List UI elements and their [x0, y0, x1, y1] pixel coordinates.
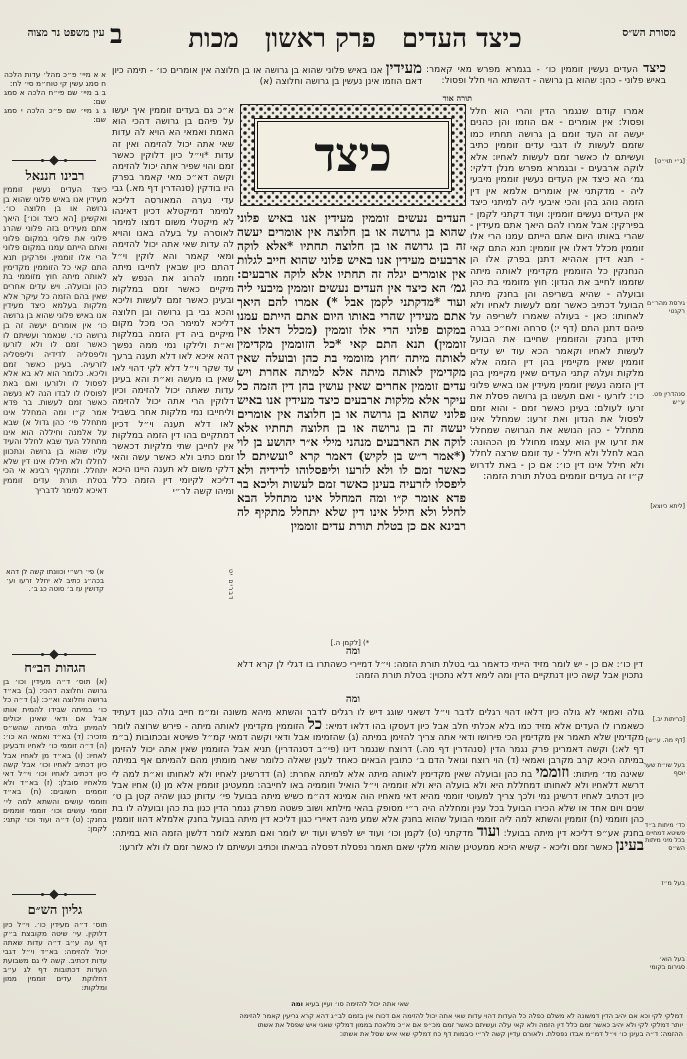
tosafot-headword-kol: כל	[307, 715, 323, 734]
bottom-pre-catchword: ומה	[291, 1000, 304, 1008]
page-title	[140, 24, 570, 54]
gilyon-hashas-text: תוס׳ ד״ה מעידין כו׳. וי״ל כיון דלוקין. עי׳ שיטה מקובצת ב״ק דף עה ע״ב ד״ה עדות שאתה יכול להזימה: בא״ד וי״ל דגבי עדות דכתיב. קשה לי גם משבועת העדות דכתובות דף לג ע״ב דחלוקת עדים זוממין ממון ומלקות:	[3, 920, 107, 992]
tosafot-intro	[112, 63, 422, 105]
tosafot-headword-beinan: בעינן	[615, 836, 644, 855]
masoret-gloss: [ג״י תוי״ט]	[654, 158, 685, 165]
tosafot-column: א״כ גם בעדים זוממין איך יעשו על פיהם בן גרושה דהכי הוא האמת ואמאי הא הויא לה עדות שאי אתה יכול להזימה ואין זה עדות *וי״ל כיון דלוקין כאשר זמם והוי שפיר אתה יכול להזימה וקשה דא״כ מאי קאמר בפרק היו בודקין (סנהדרין דף מא.) גבי עדי נערה המאורסה דליכא למימר דמיקטלא דכיון דאינהו לא מיקטלי משום דמצו למימר לאוסרה על בעלה באנו והויא לה עדות שאי אתה יכול להזימה ומאי קאמר והא לוקין וי״ל דהתם כיון שבאין לחייבו מיתה וזממו להרוג את הנפש לא מיקיים כאשר זמם במלקות ובעינן כאשר זמם לעשות וליכא והכא גבי בן גרושה ובן חלוצה דליכא למימר הכי מכל מקום מיקיים ביה דין הזמה במלקות וא״ת ולילקו נמי ממה נפשך דהא איכא לאו דלא תענה ברעך עד שקר וי״ל דלא לקי דהוי לאו שאין בו מעשה וא״ת והא בעינן עדות שאתה יכול להזימה וכיון דלוקין הרי אתה יכול להזימה וליחייבו נמי מלקות אחר בשביל לאו דלא תענה וי״ל דכיון דמתקיים בהו דין הזמה במלקות אין לחייבן שתי מלקיות דכאשר זמם כתיב ולא כאשר עשה והאי דלקי משום לא תענה היינו היכא דליכא לקיומי דין הזמה כלל ומיהו קשה לר״י	[112, 106, 234, 497]
rabbeinu-chananel-note: א) פי׳ רש״י וכוונתו קשה לן דהא בכה״ג כתיב לא יחלל זרעו וע׳ קדושין עז ב׳ סוטה כג ב׳.	[6, 568, 104, 594]
hagahot-habach-heading: הגהות הב״ח	[24, 661, 86, 676]
masoret-gloss: גירסת מהר״ם רקנטי	[647, 300, 685, 315]
tosafot-segment-text: בת כהן ובועלה שאין מקדימין לאותה מיתה אלא למיתה אחרת: (ה) דדרשינן לאחיו ולא לאחותו וא״ת למה לי דרשא דלאחיו ולא לאחותו דמחללת היא ולא בועלה היא ולא זוממיה וי״ל הואיל וזוממיה באו לחייבה: ממעטינן זוממין אלא מן (ו) אחיו אבל כיון דכתיב לאחיו דרשינן נמי ולכך צריך למעוטי זוממי מהיא דאי מאחיו הוה אמינא דה״מ כשיש מיתה בבועל פי׳ עדותן כגון שהיה קטן בן ט׳ שנים ויום אחד או שלא הכירו הבועל בכל ענין ומחללה היה ר״י מסופק בהאי מילתא ושוב פשטה מפרק נגמר הדין כגון בת כהן ובועלה לו בת כהן וזוממי (ח) זוממין והשתא למה ליה זוממי הבועל שהוא בחנק אלא שמע מינה דאיירי כגון דליכא דין מיתה בבועל בחנק אלמלא דהוו זוממין בחנק אע״פ דליכא דין מיתה בבועל:	[112, 770, 644, 840]
daf-letter: ב	[110, 20, 123, 50]
rashi-column: אמרו קודם שנגמר הדין והרי הוא חלל ופסול: אין אומרים - אם הוזמו והן כהנים יעשה זה העד זומם בן גרושה תחתיו כמו שזמם לעשות לו דגבי עדים זוממין כתיב ועשיתם לו כאשר זמם לעשות לאחיו: אלא לוקה ארבעים - ובגמרא מפרש מנלן דלקי: גמ׳ הא כיצד אין העדים נעשין זוממין מיבעי ליה - מדקתני אין אומרים אלמא אין דין הזמה נוהג בהן והכי איבעי ליה למיתני כיצד אין העדים נעשים זוממין: ועוד דקתני לקמן - בפירקין: אבל אמרו להם היאך אתם מעידין - שהרי באותו היום אתם הייתם עמנו הרי אלו זוממין מכלל דאלו אין זוממין: תנא התם קאי - תנא דידן אההיא דתנן בפרק אלו הן הנחנקין כל הזוממין מקדימין לאותה מיתה שזממו לחייב את הנדון: חוץ מזוממי בת כהן ובועלה - שהיא בשריפה והן בחנק מיתת הבועל דכתיב כאשר זמם לעשות לאחיו ולא לאחותו: כאן - בעולה שאמרו לשריפה על פיהם דתנן התם (דף י:) סרחה ואח״כ בגרה תידון בחנק והזוממין שחייבו את הבועל לעשות לאחיו וקאמר הכא עוד יש עדים זוממין שאין מקיימין בהן דין הזמה אלא מלקות ועלה קתני העדים שאין מקיימין בהן דין הזמה נעשין זוממין מעידין אנו באיש פלוני כו׳: לזרעו - ואם תעשנו בן גרושה פסלת את זרעו לעולם: בעינן כאשר זמם - והוא זמם לפסול את הנדון ואת זרעו: שמחלל אינו מתחלל - כהן הנושא את הגרושה שמחלל את זרעו אין הוא עצמו מחולל מן הכהונה: הבא לחלל ולא חילל - עד זומם שרצה לחלל ולא חילל אינו דין כו׳: אם כן - באת לדרוש ק״ו זה בעדים זוממים בטלת תורת הזמה:	[470, 106, 644, 482]
masoret-hashas-header-label: מסורת הש״ס	[622, 27, 676, 39]
bottom-note-line: ההזמה: ד״ה בעינן כו׳ וי״ל דמ״מ אבדו נפסלת. ולאורם עדיין קשה לר״י כיבמות דף כח דמלקי שאי איש שסל את אשתו:	[339, 1029, 683, 1038]
masoret-gloss: [דף מה. ע״ש]	[645, 737, 685, 744]
gemara-text: הא כיצד אין העדים נעשים זוממין מיבעי ליה ועוד *מדקתני לקמן אבל *) אמרו להם היאך אתם מעידין שהרי באותו היום אתם הייתם עמנו במקום פלוני הרי אלו זוממין (מכלל דאלו אין זוממין) תנא התם קאי *כל הזוממין מקדימין לאותה מיתה ׳חוץ מזוממי בת כהן ובועלה שאין מקדימין לאותה מיתה אלא למיתה אחרת ויש עדים זוממין אחרים שאין עושין בהן דין הזמה כל עיקר אלא מלקות ארבעים כיצד מעידין אנו באיש פלוני שהוא בן גרושה או בן חלוצה אין אומרים יעשה זה בן גרושה או בן חלוצה תחתיו אלא לוקה את הארבעים מנהני מילי א״ר יהושע בן לוי (*אמר ר״ש בן לקיש) דאמר קרא °ועשיתם לו כאשר זמם לו ולא לזרעו וליפסלוהו לדידיה ולא ליפסלו לזרעיה בעינן כאשר זמם לעשות וליכא בר פדא אומר ק״ו ומה המחלל אינו מתחלל הבא לחלל ולא חילל אינו דין שלא יתחלל מתקיף לה רבינא אם כן בטלת תורת עדים זוממין	[237, 281, 466, 533]
title-perek: פרק ראשון	[264, 24, 376, 54]
section-divider	[12, 650, 96, 660]
gemara-label: גמ׳	[450, 280, 466, 296]
masoret-gloss: כד׳ מיתות ב״ד פשיטא דמחיים בכל מיני מיתות הש״ס	[644, 822, 685, 852]
tosafot-headword-veod: ועוד	[476, 822, 501, 841]
rabbeinu-chananel-text: כיצד העדים נעשין זוממין מעידין אנו באיש פלוני שהוא בן גרושה או בן חלוצה כו׳. ואקשינן [הא כיצד וכו׳] היאך אתם מעידים בזה פלוני שהרג פלוני את פלוני במקום פלוני ואתם הייתם עמנו במקום פלוני הרי אלו זוממין. ופרקינן תנא התם קאי כל הזוממין מקדימין לאותה מיתה חוץ מזוממי בת כהן ובועלה. ויש עדים אחרים שאין בהם הזמה כל עיקר אלא מלקות בעלמא כיצד מעידין אנו באיש פלוני שהוא בן גרושה כו׳ אין אומרים יעשה זה בן גרושה כו׳. שנאמר ועשיתם לו כאשר זמם לו ולא לזרעו וליפסליה לדידיה וליפסליה לזרעיה. בעינן כאשר זמם וליכא. כלומר הוא לא בא אלא לפסול לו ולזרעו ואם באת לפוסלו לו לבדו הנה לא נעשה כאשר זמם לעשות. בר פדא אמר ק״ו ומה המחלל אינו מתחלל פי׳ כהן גדול א) שבא על אלמנה וחיללה הוא אינו מתחלל העד שבא לחלל והעיד עליו שהוא בן גרושה ונתכוון לחללו ולא חיללו אינו דין שלא יתחלל. ומתקיף רבינא אי הכי בטלת תורת עדים זוממין דאיכא למימר לדבריך	[3, 185, 107, 495]
title-tractate: מכות	[188, 24, 239, 54]
section-divider	[12, 156, 96, 166]
masoret-gloss: [ליתא כיוצא]	[650, 503, 685, 510]
tosafot-segment-text: הזוממין מקדימין לאותה מיתה - פירש שרוצה לומר מקדימין שלא תאמר אין מקדימין הכי פירושו ודאי אתה צריך להזימן במיתה (ג) שהזמימו אבל ודאי וקשה דמאי קמ״ל פשיטא ובכתובות (ב״מ דף לא:) וקשה דאמרינן פרק נגמר הדין (סנהדרין דף מה.) דרוצח שנגמר דינו (פי״ב דסנהדרין) תניא אבל הזוממין שאין אתה יכול להזימן במיתה היכא קרב מקרבן ואמאי (ד) הוי רוצח וגואל הדם ב׳ כתובין הבאים כאחד לענין שאלה כלומר שאר מומתין מהם להמיתם אף במיתה שאינה מד׳ מיתות:	[112, 722, 644, 781]
masoret-gloss: בעל שו״ת שער יוסף	[643, 762, 685, 777]
mishnah-ornamental-frame	[240, 104, 466, 206]
bottom-note-line: דמלקי לקי וכא אם יהיב הדין דמשונה לא משלם כפלה כל העדות דהוי עדות שאי אתה יכול להזימה אם דכוח אין בזמם לב״ג דהא קרא גריעין קאמר להזימה	[239, 1012, 683, 1020]
tosafot-bottom-lead: גולה ואמאי לא גולה כיון דלאו דהוי רגלים לדבר וי״ל דשאני שוגג דיש לו רגלים לדבר והשתא מיהא משונה ומ״מ חייב גולה כגון דעתיד כשאמרו לו העדים אלא מזיד כמו בלא אכלתי חלב אבל כיון דעסקו בהו דלאו דמיא:	[112, 708, 644, 733]
masoret-gloss: [כריתות יב.]	[652, 716, 685, 723]
rashi-catchword: ומה	[345, 694, 361, 705]
gemara-footnote: *) [לקמן ה.]	[330, 639, 370, 647]
tosafot-headword: מעידין	[385, 63, 422, 77]
torah-or-label: תורה אור	[442, 93, 472, 103]
torah-or-citation: דברים יט	[227, 568, 234, 600]
rabbeinu-chananel-heading: רבינו חננאל	[25, 169, 85, 184]
section-divider	[12, 890, 96, 900]
tosafot-segment-text: כאשר זמם וליכא - קשיא היכא ממעטינן שהוא מלקי שאם תאמר נפסלת דפסלה בביאתו וכתיב ועשיתם לו כאשר זמם לו ולא לזרעו:	[119, 843, 613, 854]
title-chapter: כיצד העדים	[401, 24, 522, 54]
tosafot-headword-zomemei: וזוממי	[535, 763, 570, 782]
bottom-pre-line-text: שאי אתה יכול להזימה סו׳ ועיין בעיא	[305, 1000, 409, 1008]
gilyon-hashas-heading: גליון הש״ם	[27, 903, 83, 918]
tosafot-segment-text: מדקתני (ט) לקמן וכו׳ ועוד יש לפרש ועוד יש לומר ואם תמצא לומר דלשון הזמה הוא במיתה:	[112, 829, 474, 840]
mishnah-text: העדים נעשים זוממין מעידין אנו באיש פלוני שהוא בן גרושה או בן חלוצה אין אומרים יעשה זה בן גרושה או בן חלוצה תחתיו *אלא לוקה ארבעים מעידין אנו באיש פלוני שהוא חייב לגלות אין אומרים יגלה זה תחתיו אלא לוקה ארבעים:	[237, 211, 466, 281]
masoret-gloss: סנהדרין פט. ע״ש	[652, 391, 685, 406]
masoret-gloss: בעל מ״ז	[661, 880, 685, 887]
ein-mishpat-header-label: עין משפט נר מצוה	[27, 27, 105, 39]
tosafot-intro-text: אנו באיש פלוני שהוא בן גרושה או בן חלוצה אין אומרים כו׳ - תימה כיון דאם הוזמו אינן נעשין בן גרושה וחלוצה (א)	[112, 66, 422, 88]
ein-mishpat-entry: ב ב מיי׳ שם פי״ח הלכה א סמג שם:	[4, 88, 106, 106]
hagahot-habach-text: (א) תוס׳ ד״ה מעידין וכו׳ בן גרושה וחלוצה דהכי: (ב) בא״ד גרושה וחלוצה וא״כ: (ג) ד״ה כל כו׳ במיתה שבידו להמית אותו אבל אם ודאי שאינן יכולים להמיתן בלתי המיתה שהש״ס מזכיר: (ד) בא״ד ואמאי הא כו׳: (ה) ד״ה זוממי כו׳ לאחיו ודבעינן לאחיו: (ו) בא״ד מן לאחיו אבל כיון דכתיב לאחיו וכו׳ אבל קשה כיון דכתיב לאחיו וכו׳ וי״ל דאי מלאחיו סובלן: (ז) בא״ד ולא זוממים חשובים: (ח) בא״ד וזוממי עושים והשתא למה לי׳ זוממי עושים וכו׳ זוממי זוממים בחנק: (ט) ד״ה ועוד וכו׳ קתני: לקמן:	[3, 677, 107, 834]
mishnah-initial-word: כיצד	[314, 127, 392, 183]
bottom-pre-line	[160, 1000, 540, 1009]
rashi-headword: כיצד	[643, 63, 666, 76]
tosafot-bottom-block	[112, 708, 644, 1002]
rashi-overflow: דין כו׳: אם כן - יש לומר מזיד הייתי כדאמר גבי בטלת תורת הזמה: וי״ל דמיירי כשהתרו בו דגלי לן קרא דלא נתכוין אבל קשה כיון דנתקיים הדין ומה לימא דלא נתכוין: בטלת תורת הזמה:	[237, 660, 643, 682]
gemara-column	[237, 211, 466, 639]
ein-mishpat-entry: א א מיי׳ פ״כ מהל׳ עדות הלכה ח סמג עשין קי טוח״מ סי׳ לח:	[4, 70, 106, 88]
rashi-intro-text: העדים נעשין זוממין כו׳ - בגמרא מפרש מאי קאמר: באיש פלוני - כהן: שהוא בן גרושה - דהשתא הוי חלל ופסול:	[426, 65, 666, 87]
ein-mishpat-block	[4, 70, 106, 154]
mishnah-frame-inner	[254, 118, 452, 192]
masoret-gloss: בעל הוא׳ סגירום בקומי	[649, 956, 685, 971]
ein-mishpat-entry: ג ג מיי׳ שם פ״כ הלכה י סמג שם:	[4, 106, 106, 124]
rashi-intro	[426, 63, 666, 93]
bottom-note-line: יותר דמלקי לקי ולא יהיב כאשר זמם כלל דין הזמה ולא קאי עלה ועשיתם כאשר זמם מכ״פ אם א״כ מלאכת בממון דמלקי שאני איש שפסל את אשתו	[257, 1020, 683, 1029]
gemara-catchword: ומה	[345, 646, 361, 657]
bottom-notes	[4, 1012, 683, 1054]
